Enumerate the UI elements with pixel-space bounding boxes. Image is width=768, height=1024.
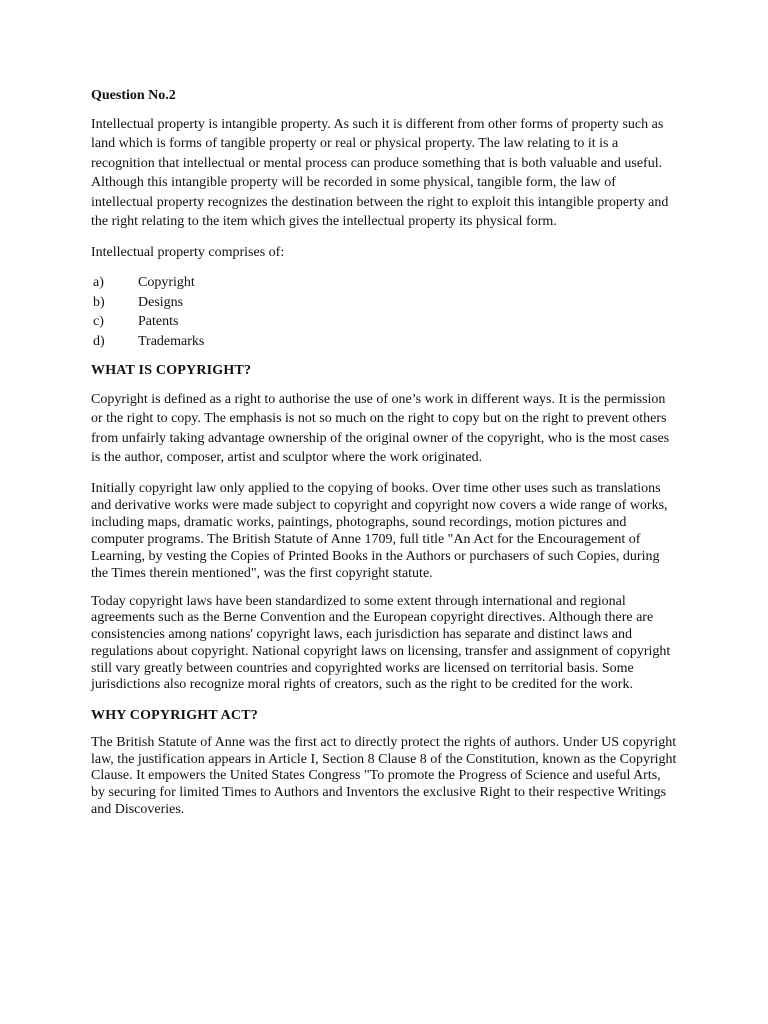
ip-list	[91, 273, 678, 351]
list-marker: a)	[93, 275, 104, 291]
list-item-text: Patents	[138, 314, 179, 330]
section-heading-what-is-copyright: WHAT IS COPYRIGHT?	[91, 363, 252, 379]
comprises-lead: Intellectual property comprises of:	[91, 245, 285, 261]
copyright-today-paragraph: Today copyright laws have been standardized to some extent through international and regional agreements such as the Berne Convention and the European copyright directives. Although there are consistencies among nations' copyright laws, each jurisdiction has separate and distinct laws and regulations about copyright. National copyright laws on licensing, transfer and assignment of copyright still vary greatly between countries and copyrighted works are licensed on territorial basis. Some jurisdictions also recognize moral rights of creators, such as the right to be credited for the work.	[91, 593, 671, 693]
list-item	[91, 332, 678, 351]
list-item-text: Trademarks	[138, 333, 205, 349]
list-marker: c)	[93, 314, 104, 330]
copyright-history-paragraph: Initially copyright law only applied to the copying of books. Over time other uses such as translations and derivative works were made subject to copyright and copyright now covers a wide range of works, including maps, dramatic works, paintings, photographs, sound recordings, motion pictures and computer programs. The British Statute of Anne 1709, full title "An Act for the Encouragement of Learning, by vesting the Copies of Printed Books in the Authors or purchasers of such Copies, during the Times therein mentioned", was the first copyright statute.	[91, 480, 668, 581]
copyright-act-paragraph: The British Statute of Anne was the first act to directly protect the rights of authors. Under US copyright law, the justification appears in Article I, Section 8 Clause 8 of the Constitution, known as the Copyright Clause. It empowers the United States Congress "To promote the Progress of Science and useful Arts, by securing for limited Times to Authors and Inventors the exclusive Right to their respective Writings and Discoveries.	[91, 734, 677, 817]
list-item	[91, 273, 678, 292]
list-marker: b)	[93, 294, 105, 310]
list-item-text: Designs	[138, 294, 184, 310]
intro-paragraph: Intellectual property is intangible property. As such it is different from other forms of property such as land which is forms of tangible property or real or physical property. The law relating to it is a recognition that intellectual or mental process can produce something that is both valuable and useful. Although this intangible property will be recorded in some physical, tangible form, the law of intellectual property recognizes the destination between the right to exploit this intangible property and the right relating to the item which gives the intellectual property its physical form.	[91, 117, 669, 230]
list-item-text: Copyright	[138, 275, 195, 291]
section-heading-why-copyright-act: WHY COPYRIGHT ACT?	[91, 707, 258, 723]
question-title: Question No.2	[91, 88, 176, 103]
list-item	[91, 312, 678, 331]
list-marker: d)	[93, 333, 105, 349]
list-item	[91, 293, 678, 312]
copyright-definition-paragraph: Copyright is defined as a right to authorise the use of one’s work in different ways. It is the permission or the right to copy. The emphasis is not so much on the right to copy but on the right to prevent others from unfairly taking advantage ownership of the original owner of the copyright, who is the most cases is the author, composer, artist and sculptor where the work originated.	[91, 392, 670, 466]
